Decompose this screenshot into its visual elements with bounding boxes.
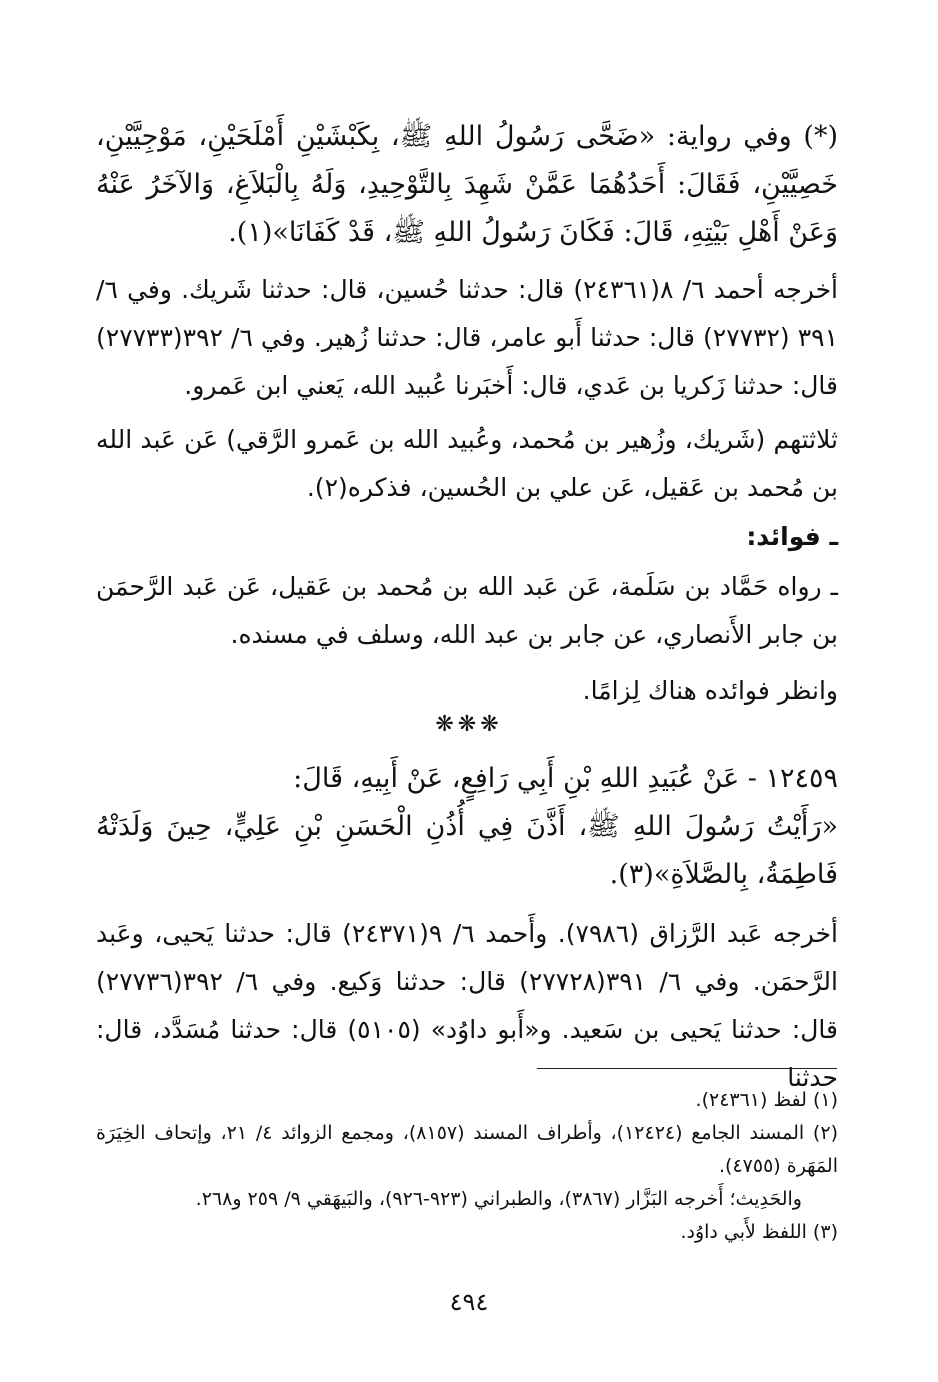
footnote-3: (٣) اللفظ لأَبي داوُد.	[680, 1221, 838, 1243]
hadith-text: «رَأَيْتُ رَسُولَ اللهِ ﷺ، أَذَّنَ فِي أُذُنِ الْحَسَنِ بْنِ عَلِيٍّ، حِينَ وَلَدَتْهُ فَاطِمَةُ، بِالصَّلاَةِ»(٣).	[96, 811, 838, 890]
takhrij-paragraph	[96, 910, 838, 1102]
footnote-1: (١) لفظ (٢٤٣٦١).	[695, 1089, 838, 1111]
paragraph-text: (*) وفي رواية: «ضَحَّى رَسُولُ اللهِ ﷺ، بِكَبْشَيْنِ أَمْلَحَيْنِ، مَوْجِيَّيْنِ، خَصِيَّيْنِ، فَقَالَ: أَحَدُهُمَا عَمَّنْ شَهِدَ بِالتَّوْحِيدِ، وَلَهُ بِالْبَلاَغِ، وَالآخَرُ عَنْهُ وَعَنْ أَهْلِ بَيْتِهِ، قَالَ: فَكَانَ رَسُولُ اللهِ ﷺ، قَدْ كَفَانَا»(١).	[96, 121, 838, 248]
benefits-heading	[96, 513, 838, 561]
paragraph-text: أخرجه عَبد الرَّزاق (٧٩٨٦). وأَحمد ٦/ ٩(٢٤٣٧١) قال: حدثنا يَحيى، وعَبد الرَّحمَن. وفي ٦/ ٣٩١(٢٧٧٢٨) قال: حدثنا وَكيع. وفي ٦/ ٣٩٢(٢٧٧٣٦) قال: حدثنا يَحيى بن سَعيد. و«أَبو داوُد» (٥١٠٥) قال: حدثنا مُسَدَّد، قال: حدثنا	[96, 919, 838, 1092]
footnote-2-continuation: والحَدِيث؛ أَخرجه البَزَّار (٣٨٦٧)، والطبراني (٩٢٣-٩٢٦)، والبَيهَقي ٩/ ٢٥٩ و٢٦٨.	[195, 1188, 802, 1210]
hadith-heading: ١٢٤٥٩ - عَنْ عُبَيدِ اللهِ بْنِ أَبِي رَافِعٍ، عَنْ أَبِيهِ، قَالَ:	[293, 763, 838, 794]
takhrij-paragraph	[96, 266, 838, 410]
benefits-paragraph	[96, 563, 838, 659]
hadith-entry	[96, 755, 838, 899]
paragraph-text: أخرجه أحمد ٦/ ٨(٢٤٣٦١) قال: حدثنا حُسين، قال: حدثنا شَريك. وفي ٦/ ٣٩١ (٢٧٧٣٢) قال: حدثنا أَبو عامر، قال: حدثنا زُهير. وفي ٦/ ٣٩٢(٢٧٧٣٣) قال: حدثنا زَكريا بن عَدي، قال: أَخبَرنا عُبيد الله، يَعني ابن عَمرو.	[96, 275, 839, 400]
page-number: ٤٩٤	[449, 1288, 489, 1316]
footnotes	[96, 1084, 838, 1249]
paragraph-text: ثلاثتهم (شَريك، وزُهير بن مُحمد، وعُبيد الله بن عَمرو الرَّقي) عَن عَبد الله بن مُحمد بن عَقيل، عَن علي بن الحُسين، فذكره(٢).	[96, 425, 838, 502]
section-separator: ❋❋❋	[435, 712, 503, 737]
hadith-variant-paragraph	[96, 113, 838, 257]
see-also-paragraph	[96, 667, 838, 715]
chain-summary-paragraph	[96, 416, 838, 512]
heading-text: ـ فوائد:	[746, 522, 838, 551]
footnote-2: (٢) المسند الجامع (١٢٤٢٤)، وأطراف المسند (٨١٥٧)، ومجمع الزوائد ٤/ ٢١، وإتحاف الخِيَرَة المَهَرة (٤٧٥٥).	[96, 1122, 838, 1177]
paragraph-text: وانظر فوائده هناك لِزامًا.	[582, 676, 838, 705]
footnote-divider	[537, 1068, 837, 1069]
paragraph-text: ـ رواه حَمَّاد بن سَلَمة، عَن عَبد الله بن مُحمد بن عَقيل، عَن عَبد الرَّحمَن بن جابر الأَنصاري، عن جابر بن عبد الله، وسلف في مسنده.	[96, 572, 838, 649]
